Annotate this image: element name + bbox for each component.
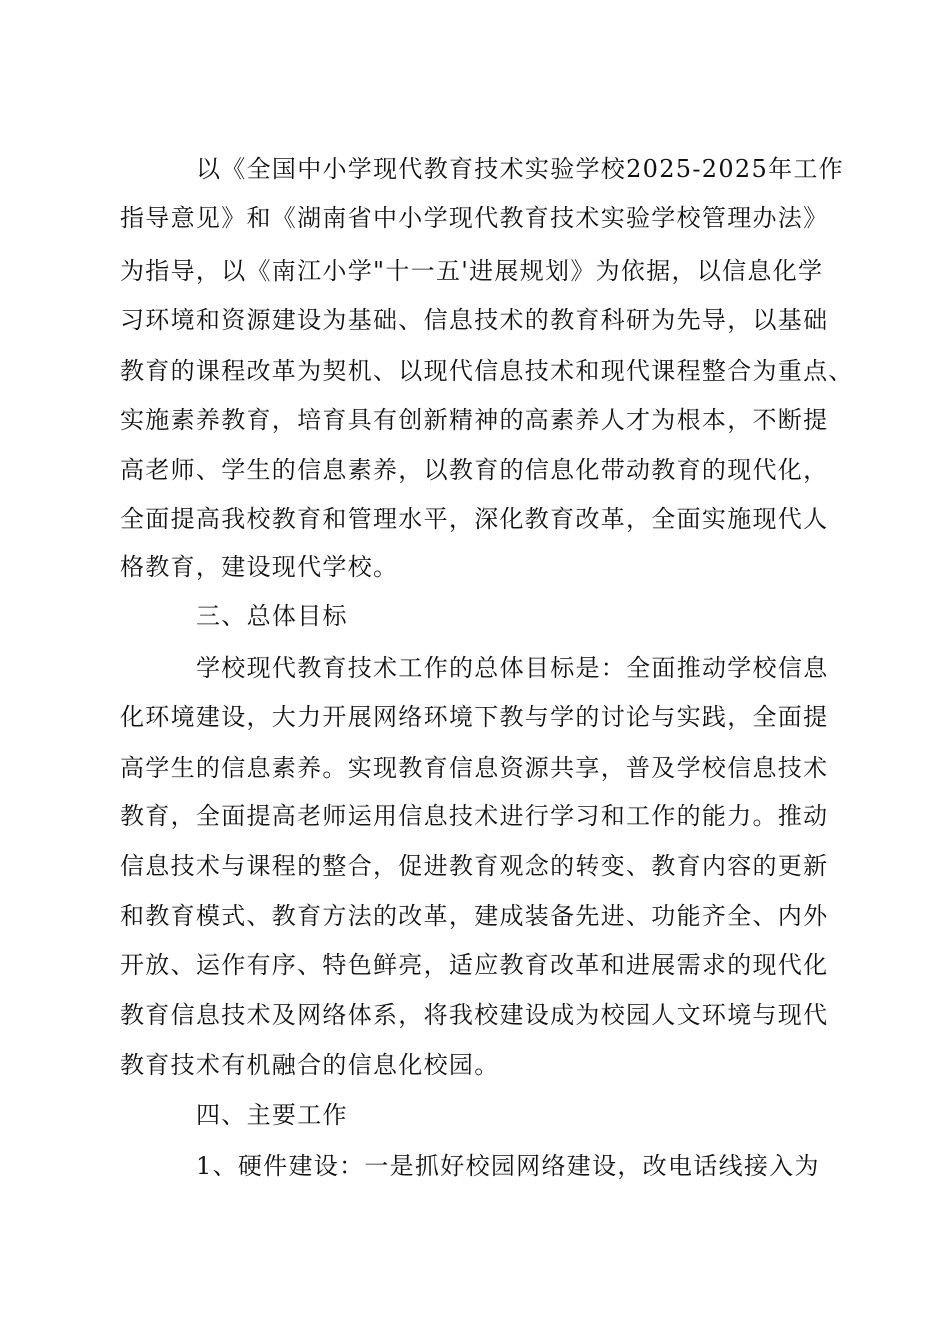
text-line: 高学生的信息素养。实现教育信息资源共享，普及学校信息技术 [120, 754, 829, 782]
text-line: 信息技术与课程的整合，促进教育观念的转变、教育内容的更新 [120, 852, 829, 880]
text-line: 和教育模式、教育方法的改革，建成装备先进、功能齐全、内外 [120, 902, 829, 930]
text-line: 为指导，以《南江小学"十一五'进展规划》为依据，以信息化学 [120, 257, 824, 285]
text-line: 开放、运作有序、特色鲜亮，适应教育改革和进展需求的现代化 [120, 951, 829, 979]
text-line: 格教育，建设现代学校。 [120, 553, 399, 581]
text-line: 教育技术有机融合的信息化校园。 [120, 1051, 500, 1079]
text-line: 1、硬件建设：一是抓好校园网络建设，改电话线接入为 [196, 1152, 820, 1180]
section-heading: 三、总体目标 [196, 602, 348, 630]
text-line: 教育信息技术及网络体系，将我校建设成为校园人文环境与现代 [120, 1001, 829, 1029]
text-line: 全面提高我校教育和管理水平，深化教育改革，全面实施现代人 [120, 505, 829, 533]
text-line: 习环境和资源建设为基础、信息技术的教育科研为先导，以基础 [120, 306, 829, 334]
text-line: 教育的课程改革为契机、以现代信息技术和现代课程整合为重点、 [120, 357, 854, 385]
text-line: 指导意见》和《湖南省中小学现代教育技术实验学校管理办法》 [120, 204, 829, 232]
section-heading: 四、主要工作 [196, 1101, 348, 1129]
text-line: 高老师、学生的信息素养，以教育的信息化带动教育的现代化， [120, 456, 829, 484]
text-line: 教育，全面提高老师运用信息技术进行学习和工作的能力。推动 [120, 802, 829, 830]
text-line: 以《全国中小学现代教育技术实验学校2025-2025年工作 [196, 155, 844, 183]
text-line: 化环境建设，大力开展网络环境下教与学的讨论与实践，全面提 [120, 703, 829, 731]
text-line: 学校现代教育技术工作的总体目标是：全面推动学校信息 [196, 654, 829, 682]
text-line: 实施素养教育，培育具有创新精神的高素养人才为根本，不断提 [120, 406, 829, 434]
